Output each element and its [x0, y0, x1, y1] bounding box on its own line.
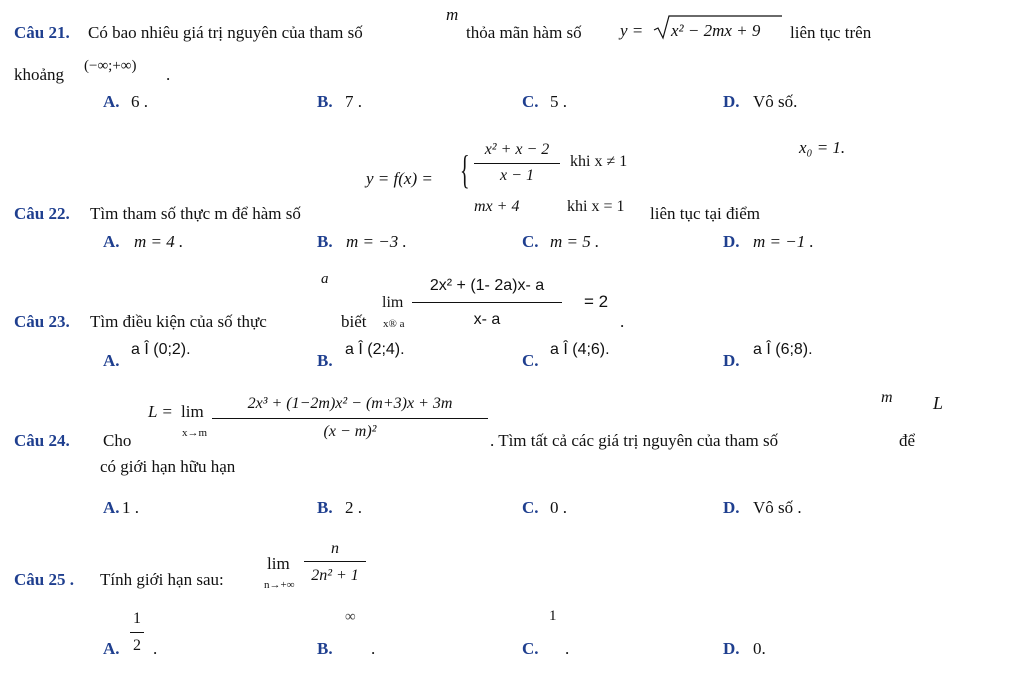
option-c-value: 5 . — [550, 92, 567, 111]
question-text: thỏa mãn hàm số — [466, 23, 582, 42]
option-c-value: 1 — [549, 608, 557, 624]
denominator: 2n² + 1 — [311, 567, 359, 584]
option-a-value: m = 4 . — [134, 232, 184, 251]
option-b-label: B. — [317, 92, 333, 111]
option-b-tail: . — [371, 639, 376, 658]
fraction-bar — [130, 632, 144, 633]
question-text: để — [899, 431, 916, 450]
option-d-label: D. — [723, 92, 740, 111]
option-a-numerator: 1 — [133, 610, 141, 627]
case2-condition: khi x = 1 — [567, 198, 625, 215]
fraction-bar — [304, 561, 366, 562]
interval: (−∞;+∞) — [84, 58, 137, 74]
option-b-value: m = −3 . — [346, 232, 407, 251]
question-label: Câu 22. — [14, 204, 70, 223]
option-c-label: C. — [522, 232, 539, 251]
function-lhs: y = f(x) = — [366, 169, 433, 188]
function-lhs: y = — [620, 21, 644, 40]
point-x0: x₀ = 1. — [799, 138, 846, 157]
option-a-label: A. — [103, 232, 120, 251]
question-text: Cho — [103, 431, 132, 450]
option-d-value: Vô số . — [753, 498, 802, 517]
limit-subscript: x→m — [182, 427, 208, 439]
question-text: Tính giới hạn sau: — [100, 570, 224, 589]
option-b-label: B. — [317, 351, 333, 370]
denominator: x- a — [473, 311, 501, 328]
option-d-value: a Î (6;8). — [753, 341, 813, 358]
option-c-value: a Î (4;6). — [550, 341, 610, 358]
limit-operator: lim — [181, 402, 204, 421]
option-d-label: D. — [723, 232, 740, 251]
option-a-label: A. — [103, 92, 120, 111]
question-text: Tìm tham số thực m để hàm số — [90, 204, 301, 223]
option-c-label: C. — [522, 498, 539, 517]
option-d-value: m = −1 . — [753, 232, 814, 251]
option-d-value: Vô số. — [753, 92, 798, 111]
option-c-tail: . — [565, 639, 570, 658]
option-a-label: A. — [103, 351, 120, 370]
option-a-value: 1 . — [122, 498, 139, 517]
param-a: a — [321, 271, 329, 287]
option-c-value: 0 . — [550, 498, 567, 517]
numerator: n — [331, 540, 339, 557]
denominator: (x − m)² — [323, 423, 377, 440]
limit-operator: lim — [382, 294, 404, 311]
end-dot: . — [620, 312, 625, 331]
fraction-bar — [412, 302, 562, 303]
option-c-label: C. — [522, 92, 539, 111]
option-b-label: B. — [317, 232, 333, 251]
option-b-label: B. — [317, 639, 333, 658]
numerator: 2x² + (1- 2a)x- a — [429, 277, 545, 294]
question-text: . Tìm tất cả các giá trị nguyên của tham số — [490, 431, 779, 450]
question-text: liên tục tại điểm — [650, 204, 760, 223]
limit-operator: lim — [267, 554, 290, 573]
option-a-value: a Î (0;2). — [131, 341, 191, 358]
param-m: m — [881, 389, 893, 406]
option-a-label: A. — [103, 498, 120, 517]
limit-subscript: n→+∞ — [264, 579, 295, 591]
question-text: Có bao nhiêu giá trị nguyên của tham số — [88, 23, 363, 42]
option-b-value: 2 . — [345, 498, 362, 517]
brace-icon: { — [460, 147, 470, 192]
fraction-bar — [212, 418, 488, 419]
case2-expression: mx + 4 — [474, 198, 520, 215]
option-c-label: C. — [522, 351, 539, 370]
option-c-label: C. — [522, 639, 539, 658]
numerator: 2x³ + (1−2m)x² − (m+3)x + 3m — [247, 395, 453, 412]
fraction-bar — [474, 163, 560, 164]
option-d-label: D. — [723, 639, 740, 658]
case1-denominator: x − 1 — [500, 167, 534, 184]
interval-end: . — [166, 65, 171, 84]
question-label: Câu 25 . — [14, 570, 74, 589]
question-text: biết — [341, 312, 367, 331]
limit-lhs: L = — [148, 402, 173, 421]
option-a-tail: . — [153, 639, 158, 658]
question-label: Câu 21. — [14, 23, 70, 42]
option-b-value: a Î (2;4). — [345, 341, 405, 358]
option-a-denominator: 2 — [133, 637, 141, 654]
option-b-label: B. — [317, 498, 333, 517]
option-a-label: A. — [103, 639, 120, 658]
param-L: L — [933, 393, 944, 413]
param-m: m — [446, 5, 459, 24]
question-label: Câu 23. — [14, 312, 70, 331]
case1-numerator: x² + x − 2 — [484, 141, 550, 158]
option-b-value: 7 . — [345, 92, 362, 111]
sqrt-body: x² − 2mx + 9 — [671, 21, 761, 40]
option-d-value: 0. — [753, 639, 766, 658]
option-d-label: D. — [723, 498, 740, 517]
question-label: Câu 24. — [14, 431, 70, 450]
option-b-value: ∞ — [345, 609, 356, 625]
option-c-value: m = 5 . — [550, 232, 600, 251]
case1-condition: khi x ≠ 1 — [570, 153, 628, 170]
question-text: khoảng — [14, 65, 65, 84]
question-text: có giới hạn hữu hạn — [100, 457, 236, 476]
option-a-value: 6 . — [131, 92, 148, 111]
limit-rhs: = 2 — [584, 292, 609, 311]
option-d-label: D. — [723, 351, 740, 370]
question-text: Tìm điều kiện của số thực — [90, 312, 267, 331]
question-text: liên tục trên — [790, 23, 872, 42]
limit-subscript: x® a — [383, 318, 405, 330]
